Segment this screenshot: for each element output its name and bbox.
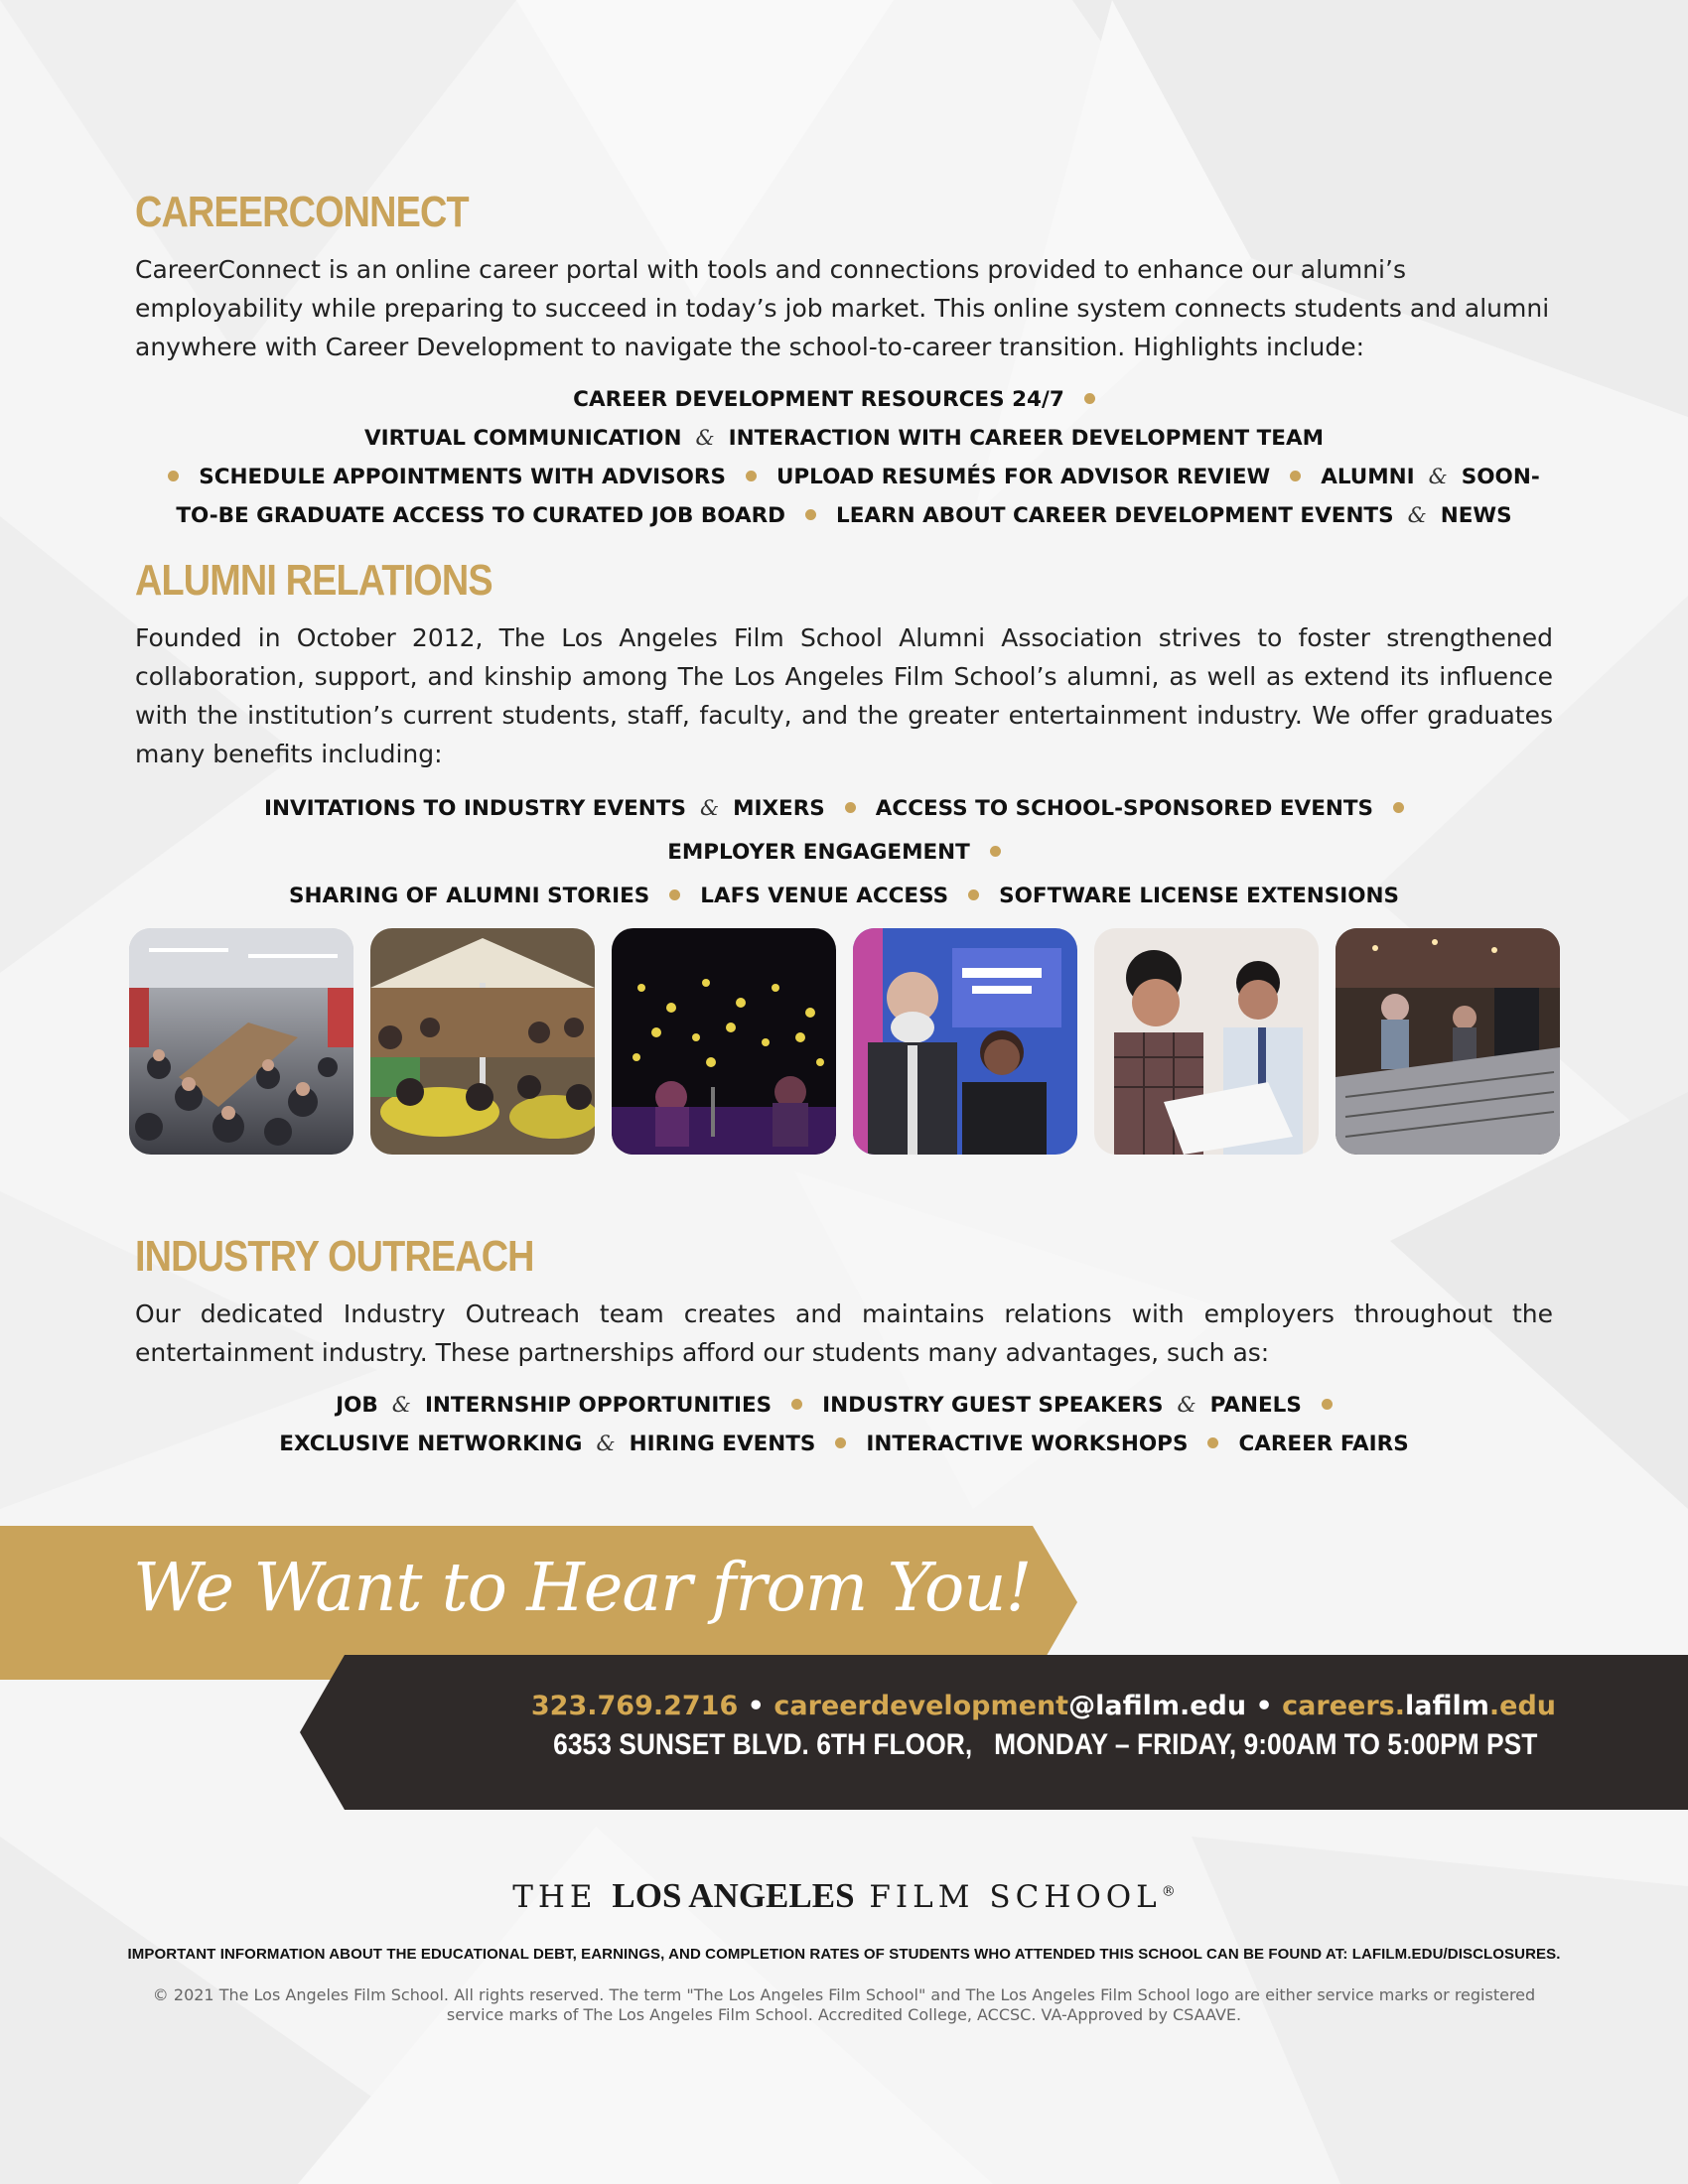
highlight-item: UPLOAD RESUMÉS FOR ADVISOR REVIEW — [775, 465, 1271, 489]
logo-the: THE — [512, 1879, 598, 1915]
highlight-item: INDUSTRY GUEST SPEAKERS — [822, 1393, 1164, 1418]
bullet-dot — [746, 471, 757, 481]
bullet-dot — [1290, 471, 1301, 481]
separator-dot: • — [1255, 1691, 1283, 1721]
advising-photo — [1094, 928, 1319, 1155]
contact-info-line — [531, 1691, 1556, 1721]
highlight-item: SOON-TO-BE GRADUATE ACCESS TO CURATED JOB BOARD — [176, 465, 1540, 528]
school-logo — [0, 1876, 1688, 1916]
bullet-dot — [791, 1399, 802, 1410]
highlight-item: INTERACTIVE WORKSHOPS — [866, 1432, 1189, 1456]
careerconnect-section — [135, 188, 1553, 535]
highlight-item: SCHEDULE APPOINTMENTS WITH ADVISORS — [199, 465, 726, 489]
ampersand: & — [695, 426, 715, 451]
address-hours-line — [553, 1728, 1537, 1762]
ampersand: & — [1407, 503, 1427, 528]
highlight-item: CAREER DEVELOPMENT RESOURCES 24/7 — [573, 387, 1064, 412]
address: 6353 SUNSET BLVD. 6TH FLOOR, — [552, 1728, 972, 1761]
email-user[interactable]: careerdevelopment — [774, 1691, 1069, 1721]
highlight-item: EMPLOYER ENGAGEMENT — [667, 840, 970, 865]
highlight-item: SHARING OF ALUMNI STORIES — [288, 884, 650, 908]
outreach-highlights — [135, 1386, 1553, 1463]
bullet-dot — [1084, 393, 1095, 404]
bullet-dot — [835, 1437, 846, 1448]
website-part-1[interactable]: careers. — [1282, 1691, 1405, 1721]
careerconnect-highlights — [135, 380, 1553, 535]
website-part-3[interactable]: .edu — [1488, 1691, 1556, 1721]
logo-los-angeles: LOS ANGELES — [612, 1876, 855, 1915]
separator-dot: • — [747, 1691, 774, 1721]
careerconnect-heading: CAREERCONNECT — [135, 188, 469, 236]
registered-mark: ® — [1161, 1883, 1176, 1900]
highlight-item: ACCESS TO SCHOOL-SPONSORED EVENTS — [875, 796, 1374, 821]
office-hours: MONDAY – FRIDAY, 9:00AM TO 5:00PM PST — [993, 1728, 1537, 1761]
industry-outreach-heading: INDUSTRY OUTREACH — [135, 1232, 534, 1281]
highlight-item: NEWS — [1440, 503, 1512, 528]
photo-strip — [129, 928, 1559, 1155]
highlight-item: EXCLUSIVE NETWORKING — [279, 1432, 583, 1456]
disclosure-notice: IMPORTANT INFORMATION ABOUT THE EDUCATIONAL DEBT, EARNINGS, AND COMPLETION RATES OF STUDENTS WHO ATTENDED THIS SCHOOL CAN BE FOUND AT: LAFILM.EDU/DISCLOSURES. — [127, 1946, 1561, 1963]
highlight-item: SOFTWARE LICENSE EXTENSIONS — [999, 884, 1400, 908]
highlight-item: ALUMNI — [1321, 465, 1415, 489]
alumni-relations-body: Founded in October 2012, The Los Angeles Film School Alumni Association strives to foster strengthened collaboration, support, and kinship among The Los Angeles Film School’s alumni, as well as extend its influence with the institution’s current students, staff, faculty, and the greater entertainment industry. We offer graduates many benefits including: — [135, 623, 1553, 768]
highlight-item: HIRING EVENTS — [629, 1432, 816, 1456]
bullet-dot — [1322, 1399, 1333, 1410]
highlight-item: INTERNSHIP OPPORTUNITIES — [424, 1393, 773, 1418]
bullet-dot — [968, 889, 979, 900]
ampersand: & — [1177, 1393, 1196, 1418]
alumni-event-photo — [853, 928, 1077, 1155]
bullet-dot — [1393, 802, 1404, 813]
highlight-item: JOB — [336, 1393, 378, 1418]
highlight-item: LAFS VENUE ACCESS — [700, 884, 949, 908]
phone-number[interactable]: 323.769.2716 — [530, 1691, 739, 1721]
ampersand: & — [699, 796, 720, 821]
banner-title: We Want to Hear from You! — [133, 1549, 1032, 1626]
highlight-item: LEARN ABOUT CAREER DEVELOPMENT EVENTS — [836, 503, 1394, 528]
concert-photo — [612, 928, 836, 1155]
website-part-2[interactable]: lafilm — [1404, 1691, 1489, 1721]
outdoor-mixer-photo — [370, 928, 595, 1155]
careerconnect-body: CareerConnect is an online career portal with tools and connections provided to enhance our alumni’s employability while preparing to succeed in today’s job market. This online system connects students and alumni anywhere with Career Development to navigate the school-to-career transition. Highlights include: — [135, 255, 1550, 361]
recording-studio-photo — [1336, 928, 1560, 1155]
logo-film-school: FILM SCHOOL — [869, 1879, 1162, 1915]
ampersand: & — [1428, 465, 1448, 489]
bullet-dot — [805, 509, 816, 520]
alumni-relations-section — [135, 556, 1553, 918]
highlight-item: MIXERS — [733, 796, 825, 821]
highlight-item: INTERACTION WITH CAREER DEVELOPMENT TEAM — [728, 426, 1325, 451]
bullet-dot — [669, 889, 680, 900]
ampersand: & — [391, 1393, 411, 1418]
industry-outreach-section — [135, 1232, 1553, 1463]
email-domain[interactable]: @lafilm.edu — [1068, 1691, 1247, 1721]
highlight-item: INVITATIONS TO INDUSTRY EVENTS — [263, 796, 686, 821]
bullet-dot — [168, 471, 179, 481]
highlight-item: VIRTUAL COMMUNICATION — [363, 426, 682, 451]
bullet-dot — [990, 846, 1001, 857]
classroom-photo — [129, 928, 353, 1155]
highlight-item: PANELS — [1209, 1393, 1302, 1418]
alumni-highlights — [135, 787, 1553, 918]
bullet-dot — [845, 802, 856, 813]
ampersand: & — [596, 1432, 616, 1456]
highlight-item: CAREER FAIRS — [1238, 1432, 1409, 1456]
copyright-notice: © 2021 The Los Angeles Film School. All rights reserved. The term "The Los Angeles Film School" and The Los Angeles Film School logo are either service marks or registered service marks of The Los Angeles Film School. Accredited College, ACCSC. VA-Approved by CSAAVE. — [152, 1985, 1536, 2024]
bullet-dot — [1207, 1437, 1218, 1448]
industry-outreach-body: Our dedicated Industry Outreach team creates and maintains relations with employers throughout the entertainment industry. These partnerships afford our students many advantages, such as: — [135, 1299, 1553, 1367]
alumni-relations-heading: ALUMNI RELATIONS — [135, 556, 492, 605]
